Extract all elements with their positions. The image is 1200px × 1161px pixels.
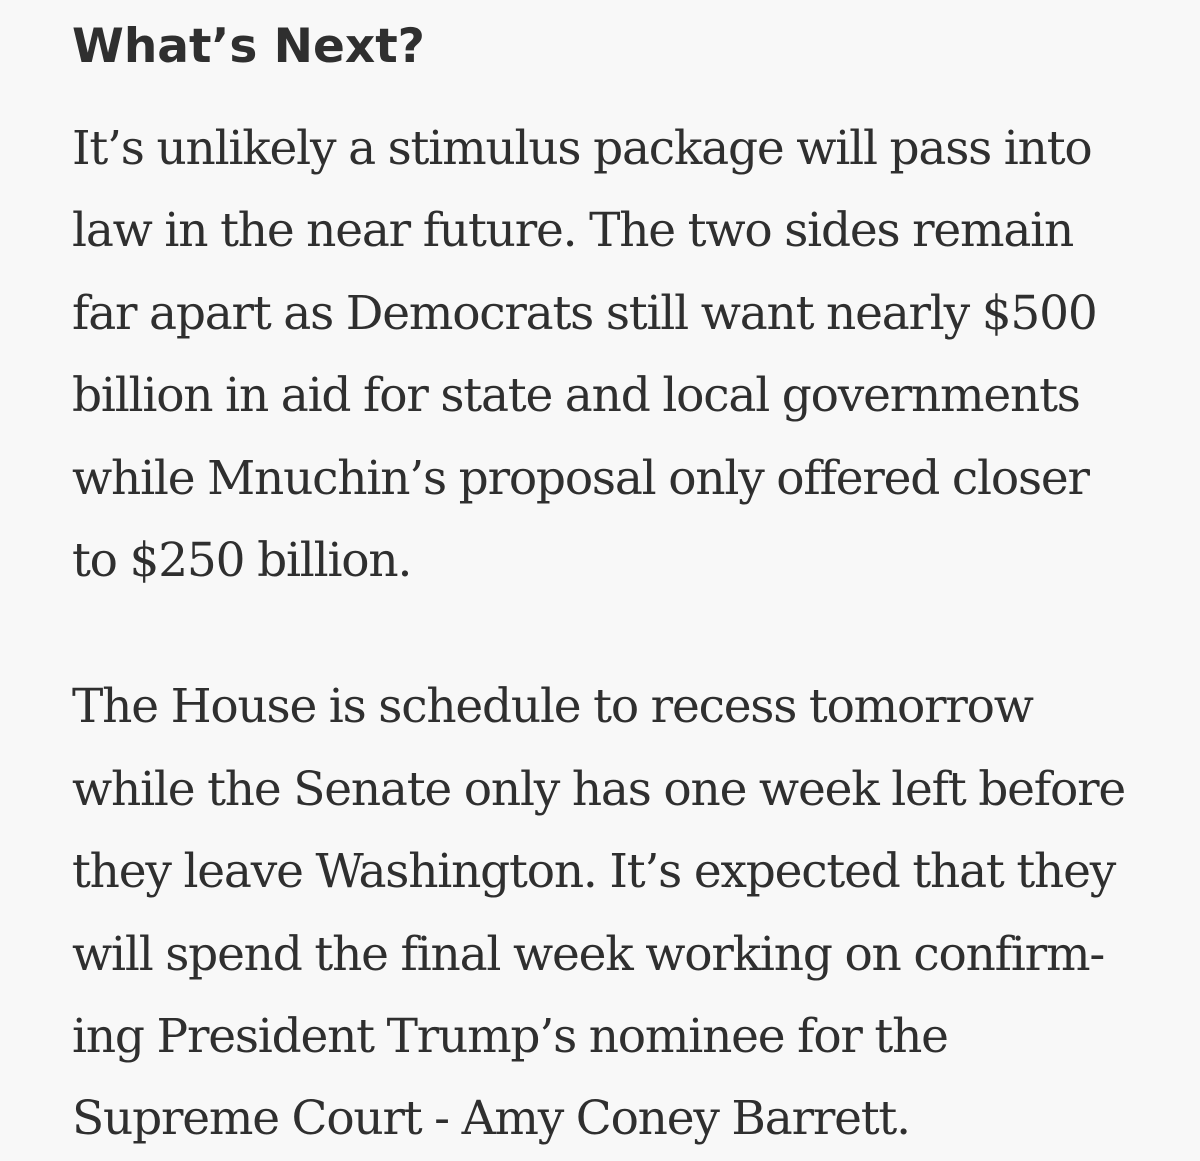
paragraph-stimulus-outlook xyxy=(72,108,1162,602)
paragraph-line: ing President Trump’s nominee for the xyxy=(72,1009,948,1065)
paragraph-line: to $250 billion. xyxy=(72,533,412,589)
paragraph-line: Supreme Court - Amy Coney Barrett. xyxy=(72,1091,910,1147)
paragraph-congress-schedule xyxy=(72,666,1162,1160)
article-body xyxy=(72,12,1162,1161)
paragraph-line: far apart as Democrats still want nearly $500 xyxy=(72,285,1097,341)
paragraph-line: It’s unlikely a stimulus package will pass into xyxy=(72,121,1092,176)
paragraph-line: The House is schedule to recess tomorrow xyxy=(72,679,1033,735)
paragraph-line: they leave Washington. It’s expected that they xyxy=(72,844,1116,900)
paragraph-line: while Mnuchin’s proposal only offered closer xyxy=(72,450,1089,506)
paragraph-line: will spend the final week working on confirm- xyxy=(72,926,1105,982)
paragraph-line: law in the near future. The two sides remain xyxy=(72,203,1074,259)
paragraph-line: while the Senate only has one week left before xyxy=(72,761,1125,817)
section-heading: What’s Next? xyxy=(72,19,425,74)
paragraph-line: billion in aid for state and local governments xyxy=(72,368,1080,424)
